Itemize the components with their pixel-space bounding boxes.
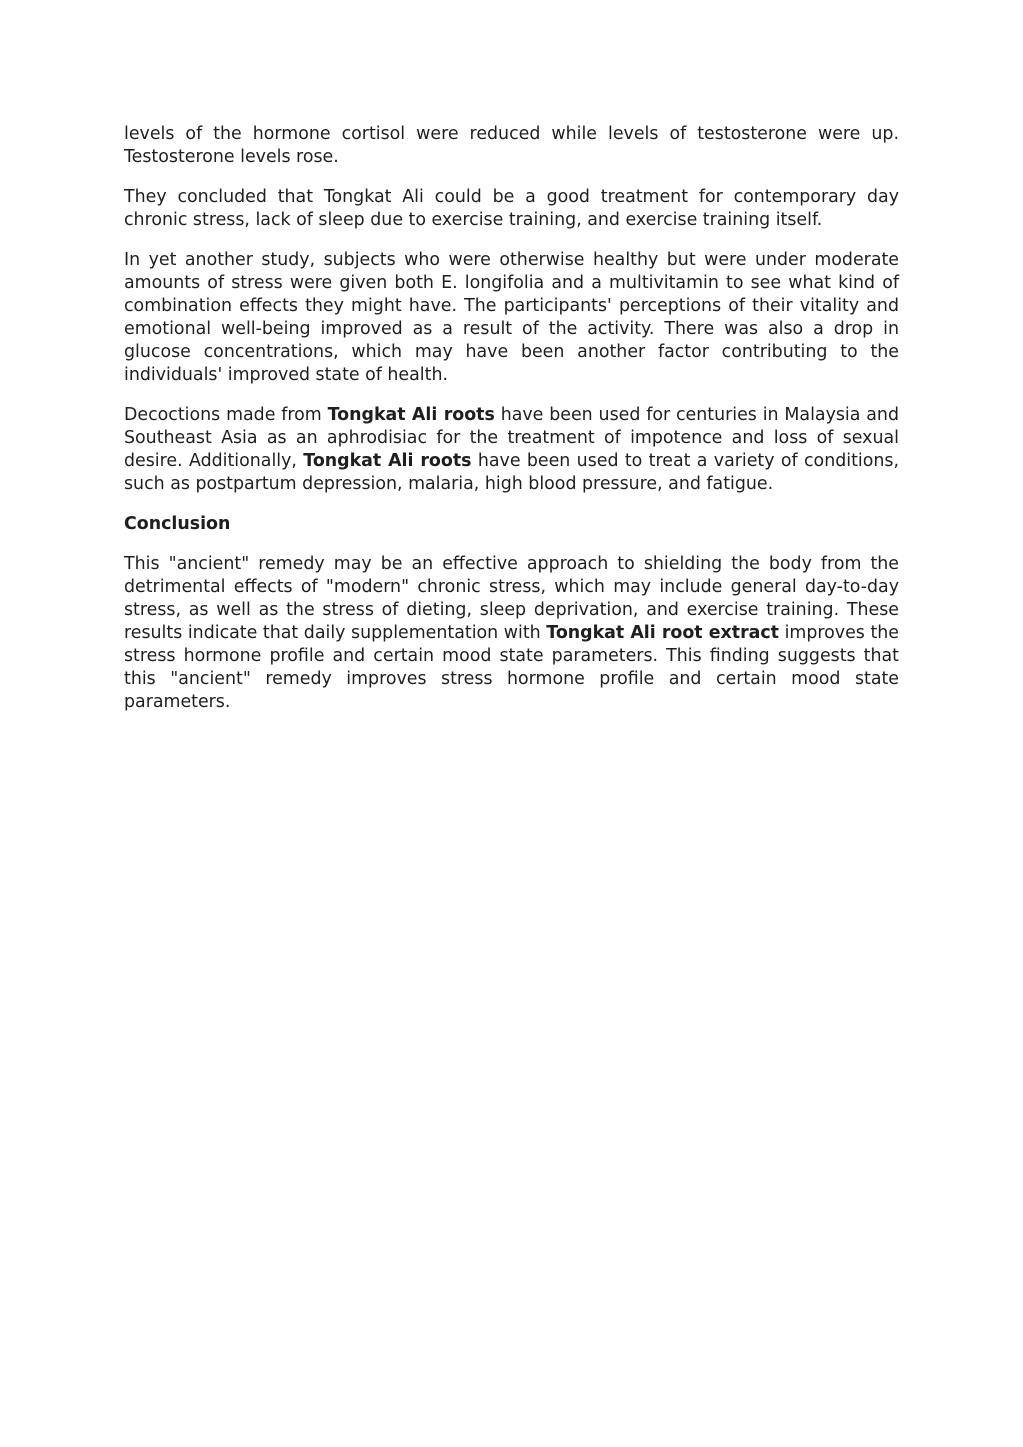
bold-keyword: Tongkat Ali roots xyxy=(327,405,495,425)
text-run: They concluded that Tongkat Ali could be a good treatment for contemporary day chronic stress, lack of sleep due to exercise training, and exercise training itself. xyxy=(124,187,899,230)
paragraph-decoctions xyxy=(124,404,899,496)
paragraph-cortisol-results xyxy=(124,123,899,169)
bold-keyword: Tongkat Ali root extract xyxy=(546,623,779,643)
paragraph-study-conclusion xyxy=(124,186,899,232)
bold-keyword: Tongkat Ali roots xyxy=(303,451,472,471)
text-run: have been used to treat a variety of conditions, such as postpartum depression, malaria, high blood pressure, and fatigue. xyxy=(124,451,899,494)
paragraph-multivitamin-study xyxy=(124,249,899,387)
text-run: Decoctions made from xyxy=(124,405,328,425)
conclusion-heading: Conclusion xyxy=(124,514,231,534)
text-run: In yet another study, subjects who were otherwise healthy but were under moderate amounts of stress were given both E. longifolia and a multivitamin to see what kind of combination effects they might have. The participants' perceptions of their vitality and emotional well-being improved as a result of the activity. There was also a drop in glucose concentrations, which may have been another factor contributing to the individuals' improved state of health. xyxy=(124,250,899,385)
text-run: have been used for centuries in Malaysia and Southeast Asia as an aphrodisiac for the treatment of impotence and loss of sexual desire. Additionally, xyxy=(124,405,899,471)
text-run: This "ancient" remedy may be an effective approach to shielding the body from the detrimental effects of "modern" chronic stress, which may include general day-to-day stress, as well as the stress of dieting, sleep deprivation, and exercise training. These results indicate that daily supplementation with xyxy=(124,554,899,643)
paragraph-conclusion xyxy=(124,553,899,714)
text-run: improves the stress hormone profile and certain mood state parameters. This finding suggests that this "ancient" remedy improves stress hormone profile and certain mood state parameters. xyxy=(124,623,899,712)
document-body xyxy=(124,123,899,731)
text-run: levels of the hormone cortisol were reduced while levels of testosterone were up. Testosterone levels rose. xyxy=(124,124,899,167)
